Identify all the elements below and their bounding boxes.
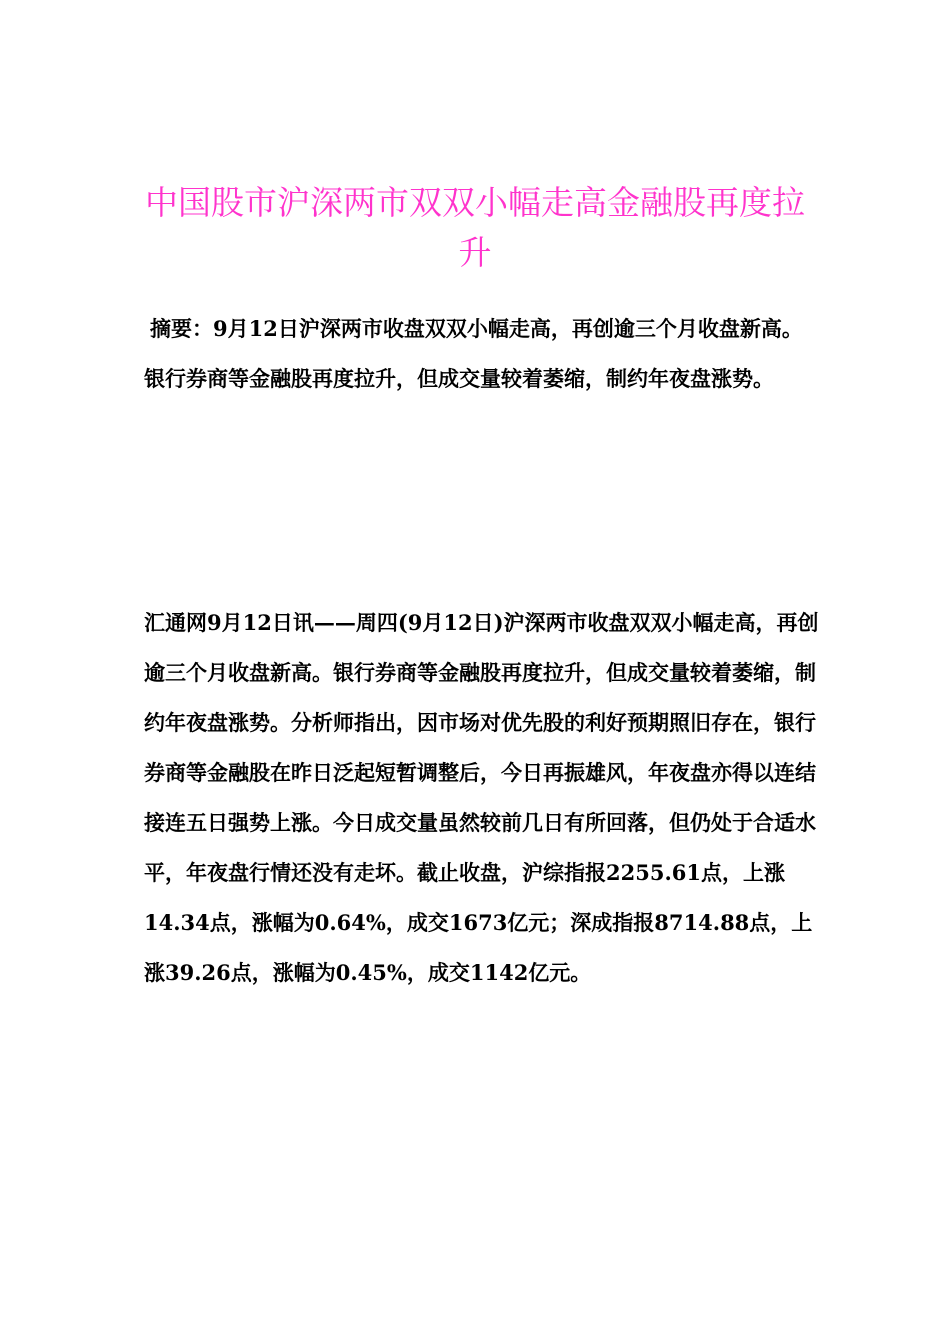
article-body: 汇通网9月12日讯——周四(9月12日)沪深两市收盘双双小幅走高，再创逾三个月收盘新高。银行券商等金融股再度拉升，但成交量较着萎缩，制约年夜盘涨势。分析师指出，因市场对优先股的利好预期照旧存在，银行券商等金融股在昨日泛起短暂调整后，今日再振雄风，年夜盘亦得以连结接连五日强势上涨。今日成交量虽然较前几日有所回落，但仍处于合适水平，年夜盘行情还没有走坏。截止收盘，沪综指报2255.61点，上涨14.34点，涨幅为0.64%，成交1673亿元；深成指报8714.88点，上涨39.26点，涨幅为0.45%，成交1142亿元。: [144, 610, 819, 985]
article-title: 中国股市沪深两市双双小幅走高金融股再度拉升: [145, 183, 805, 272]
article-summary: 摘要：9月12日沪深两市收盘双双小幅走高，再创逾三个月收盘新高。银行券商等金融股再度拉升，但成交量较着萎缩，制约年夜盘涨势。: [144, 316, 803, 391]
